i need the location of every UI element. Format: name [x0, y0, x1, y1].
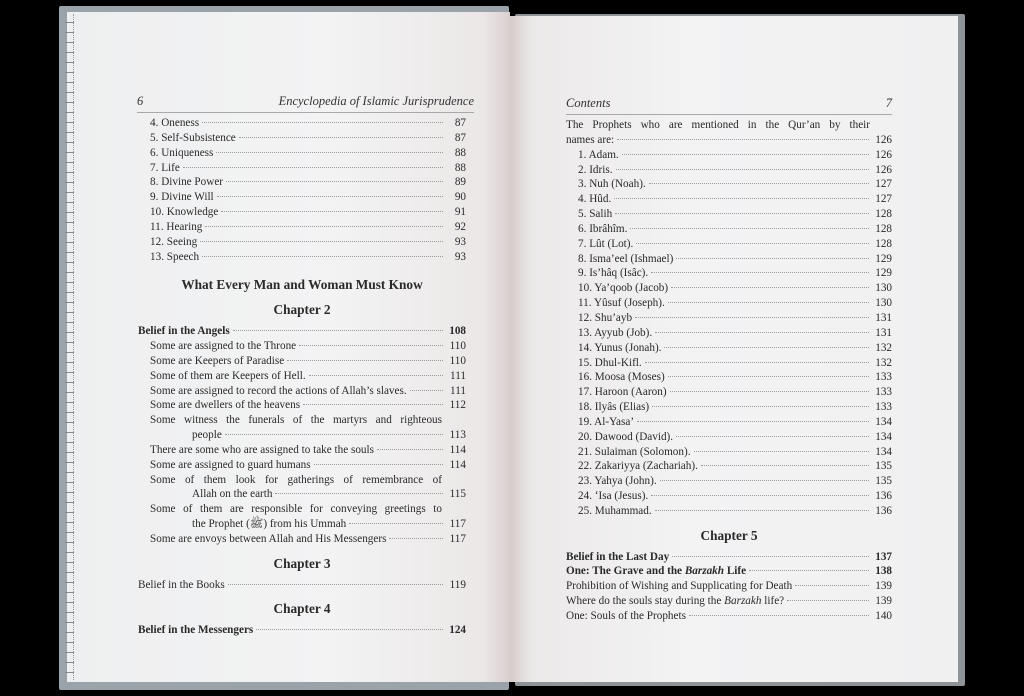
dot-leader [200, 241, 443, 242]
toc-row[interactable]: 4. Hûd. 127 [578, 193, 892, 206]
toc-row[interactable]: Where do the souls stay during the Barzakh life? 139 [566, 595, 892, 608]
toc-row[interactable]: 10. Ya’qoob (Jacob) 130 [578, 282, 892, 295]
dot-leader [655, 510, 869, 511]
dot-leader [651, 495, 869, 496]
dot-leader [225, 434, 443, 435]
prophet-list [566, 148, 892, 519]
toc-row[interactable]: 12. Shu’ayb 131 [578, 311, 892, 324]
attribute-list [138, 116, 466, 264]
dot-leader [309, 375, 443, 376]
toc-row[interactable]: 4. Oneness 87 [150, 117, 466, 129]
dot-leader [637, 421, 869, 422]
toc-row[interactable]: There are some who are assigned to take the souls 114 [150, 443, 466, 456]
left-toc [138, 116, 466, 638]
dot-leader [228, 584, 443, 585]
chapter-4-heading: Chapter 4 [273, 601, 331, 617]
dot-leader [615, 213, 869, 214]
dot-leader [202, 256, 443, 257]
toc-row[interactable]: 23. Yahya (John). 135 [578, 475, 892, 488]
toc-row[interactable]: 10. Knowledge 91 [150, 206, 466, 219]
toc-row[interactable]: 17. Haroon (Aaron) 133 [578, 386, 892, 399]
section-title: What Every Man and Woman Must Know [181, 277, 423, 293]
toc-row[interactable]: 3. Nuh (Noah). 127 [578, 178, 892, 191]
toc-row[interactable]: 6. Uniqueness 88 [150, 146, 466, 159]
toc-row[interactable]: 1. Adam. 126 [578, 148, 892, 161]
toc-row-belief-in-angels[interactable]: Belief in the Angels 108 [138, 325, 466, 338]
dot-leader [668, 302, 869, 303]
toc-row[interactable]: 25. Muhammad. 136 [578, 504, 892, 517]
toc-row[interactable]: 7. Lût (Lot). 128 [578, 237, 892, 250]
dot-leader [614, 198, 869, 199]
toc-row[interactable]: 8. Divine Power 89 [150, 176, 466, 189]
toc-row[interactable]: 12. Seeing 93 [150, 235, 466, 248]
dot-leader [645, 362, 869, 363]
dot-leader [617, 139, 869, 140]
dot-leader [630, 228, 869, 229]
toc-row[interactable]: 19. Al-Yasa’ 134 [578, 415, 892, 428]
toc-row[interactable]: One: Souls of the Prophets 140 [566, 610, 892, 622]
dot-leader [689, 615, 869, 616]
dot-leader [314, 464, 443, 465]
toc-row[interactable]: 2. Idris. 126 [578, 163, 892, 176]
toc-row-belief-in-last-day[interactable]: Belief in the Last Day 137 [566, 550, 892, 563]
toc-row[interactable]: 16. Moosa (Moses) 133 [578, 371, 892, 384]
dot-leader [183, 167, 443, 168]
dot-leader [636, 243, 869, 244]
toc-row[interactable]: 14. Yunus (Jonah). 132 [578, 341, 892, 354]
toc-row[interactable]: 6. Ibrâhîm. 128 [578, 222, 892, 235]
dot-leader [676, 258, 869, 259]
dot-leader [660, 480, 869, 481]
dot-leader [649, 183, 869, 184]
book-title: Encyclopedia of Islamic Jurisprudence [278, 94, 474, 108]
toc-row-belief-in-books[interactable]: Belief in the Books 119 [138, 578, 466, 591]
dot-leader [287, 360, 443, 361]
toc-row[interactable]: Prohibition of Wishing and Supplicating for Death 139 [566, 580, 892, 593]
toc-row[interactable]: 15. Dhul-Kifl. 132 [578, 356, 892, 369]
dot-leader [299, 345, 443, 346]
toc-row[interactable]: 20. Dawood (David). 134 [578, 430, 892, 443]
dot-leader [668, 376, 869, 377]
dot-leader [410, 390, 443, 391]
dot-leader [670, 391, 869, 392]
toc-row[interactable]: Some are Keepers of Paradise 110 [150, 354, 466, 367]
toc-row[interactable]: 11. Hearing 92 [150, 220, 466, 233]
toc-row[interactable]: 9. Is’hâq (Isâc). 129 [578, 267, 892, 280]
dot-leader [622, 154, 869, 155]
toc-row[interactable]: 9. Divine Will 90 [150, 191, 466, 204]
spiral-binding [65, 14, 74, 680]
toc-row-wrapped[interactable]: Some of them look for gatherings of remembrance of Allah on the earth 115 [150, 473, 466, 501]
right-toc [566, 118, 892, 624]
dot-leader [652, 406, 869, 407]
right-running-head [566, 96, 892, 115]
toc-row[interactable]: 18. Ilyâs (Elias) 133 [578, 401, 892, 414]
dot-leader [233, 330, 443, 331]
toc-row[interactable]: Some are envoys between Allah and His Messengers 117 [150, 532, 466, 545]
dot-leader [635, 317, 869, 318]
dot-leader [671, 287, 869, 288]
toc-row[interactable]: 7. Life 88 [150, 161, 466, 174]
toc-row[interactable]: 22. Zakariyya (Zachariah). 135 [578, 460, 892, 473]
toc-row[interactable]: Some are assigned to the Throne 110 [150, 339, 466, 352]
toc-row[interactable]: Some of them are Keepers of Hell. 111 [150, 369, 466, 382]
dot-leader [616, 169, 870, 170]
toc-row[interactable]: 5. Salih 128 [578, 208, 892, 221]
toc-row[interactable]: 5. Self-Subsistence 87 [150, 131, 466, 144]
dot-leader [377, 449, 443, 450]
toc-row[interactable]: 21. Sulaiman (Solomon). 134 [578, 445, 892, 458]
toc-row-wrapped[interactable]: Some witness the funerals of the martyrs and righteous people 113 [150, 414, 466, 442]
dot-leader [256, 629, 443, 630]
toc-row-grave-barzakh[interactable]: One: The Grave and the Barzakh Life 138 [566, 565, 892, 578]
dot-leader [664, 347, 869, 348]
dot-leader [795, 585, 869, 586]
left-running-head [137, 94, 474, 113]
toc-row-prophets-intro[interactable]: The Prophets who are mentioned in the Qur’an by their names are: 126 [566, 119, 892, 146]
dot-leader [701, 465, 869, 466]
dot-leader [749, 570, 869, 571]
dot-leader [694, 451, 870, 452]
dot-leader [205, 226, 443, 227]
toc-row[interactable]: 11. Yûsuf (Joseph). 130 [578, 297, 892, 310]
chapter-3-heading: Chapter 3 [273, 555, 331, 571]
chapter-5-heading: Chapter 5 [700, 527, 758, 543]
toc-row[interactable]: 8. Isma’eel (Ishmael) 129 [578, 252, 892, 265]
dot-leader [202, 122, 443, 123]
chapter-2-heading: Chapter 2 [273, 302, 331, 318]
toc-row[interactable]: 24. ‘Isa (Jesus). 136 [578, 490, 892, 503]
dot-leader [216, 152, 443, 153]
contents-label: Contents [566, 96, 611, 110]
dot-leader [303, 404, 443, 405]
toc-row[interactable]: Some are assigned to record the actions of Allah’s slaves. 111 [150, 384, 466, 397]
toc-row-wrapped[interactable]: Some of them are responsible for conveying greetings to the Prophet (ﷺ) from his Ummah 117 [150, 503, 466, 531]
toc-row[interactable]: Some are assigned to guard humans 114 [150, 458, 466, 471]
left-page-number: 6 [137, 94, 144, 108]
dot-leader [217, 196, 443, 197]
right-page-number: 7 [885, 96, 892, 110]
dot-leader [787, 600, 869, 601]
dot-leader [239, 137, 443, 138]
toc-row[interactable]: Some are dwellers of the heavens 112 [150, 399, 466, 412]
dot-leader [651, 272, 869, 273]
dot-leader [275, 493, 443, 494]
dot-leader [389, 538, 443, 539]
dot-leader [676, 436, 869, 437]
toc-row-belief-in-messengers[interactable]: Belief in the Messengers 124 [138, 624, 466, 637]
dot-leader [672, 556, 869, 557]
dot-leader [655, 332, 869, 333]
dot-leader [226, 181, 443, 182]
toc-row[interactable]: 13. Ayyub (Job). 131 [578, 326, 892, 339]
toc-row[interactable]: 13. Speech 93 [150, 250, 466, 263]
dot-leader [349, 523, 443, 524]
dot-leader [221, 211, 443, 212]
